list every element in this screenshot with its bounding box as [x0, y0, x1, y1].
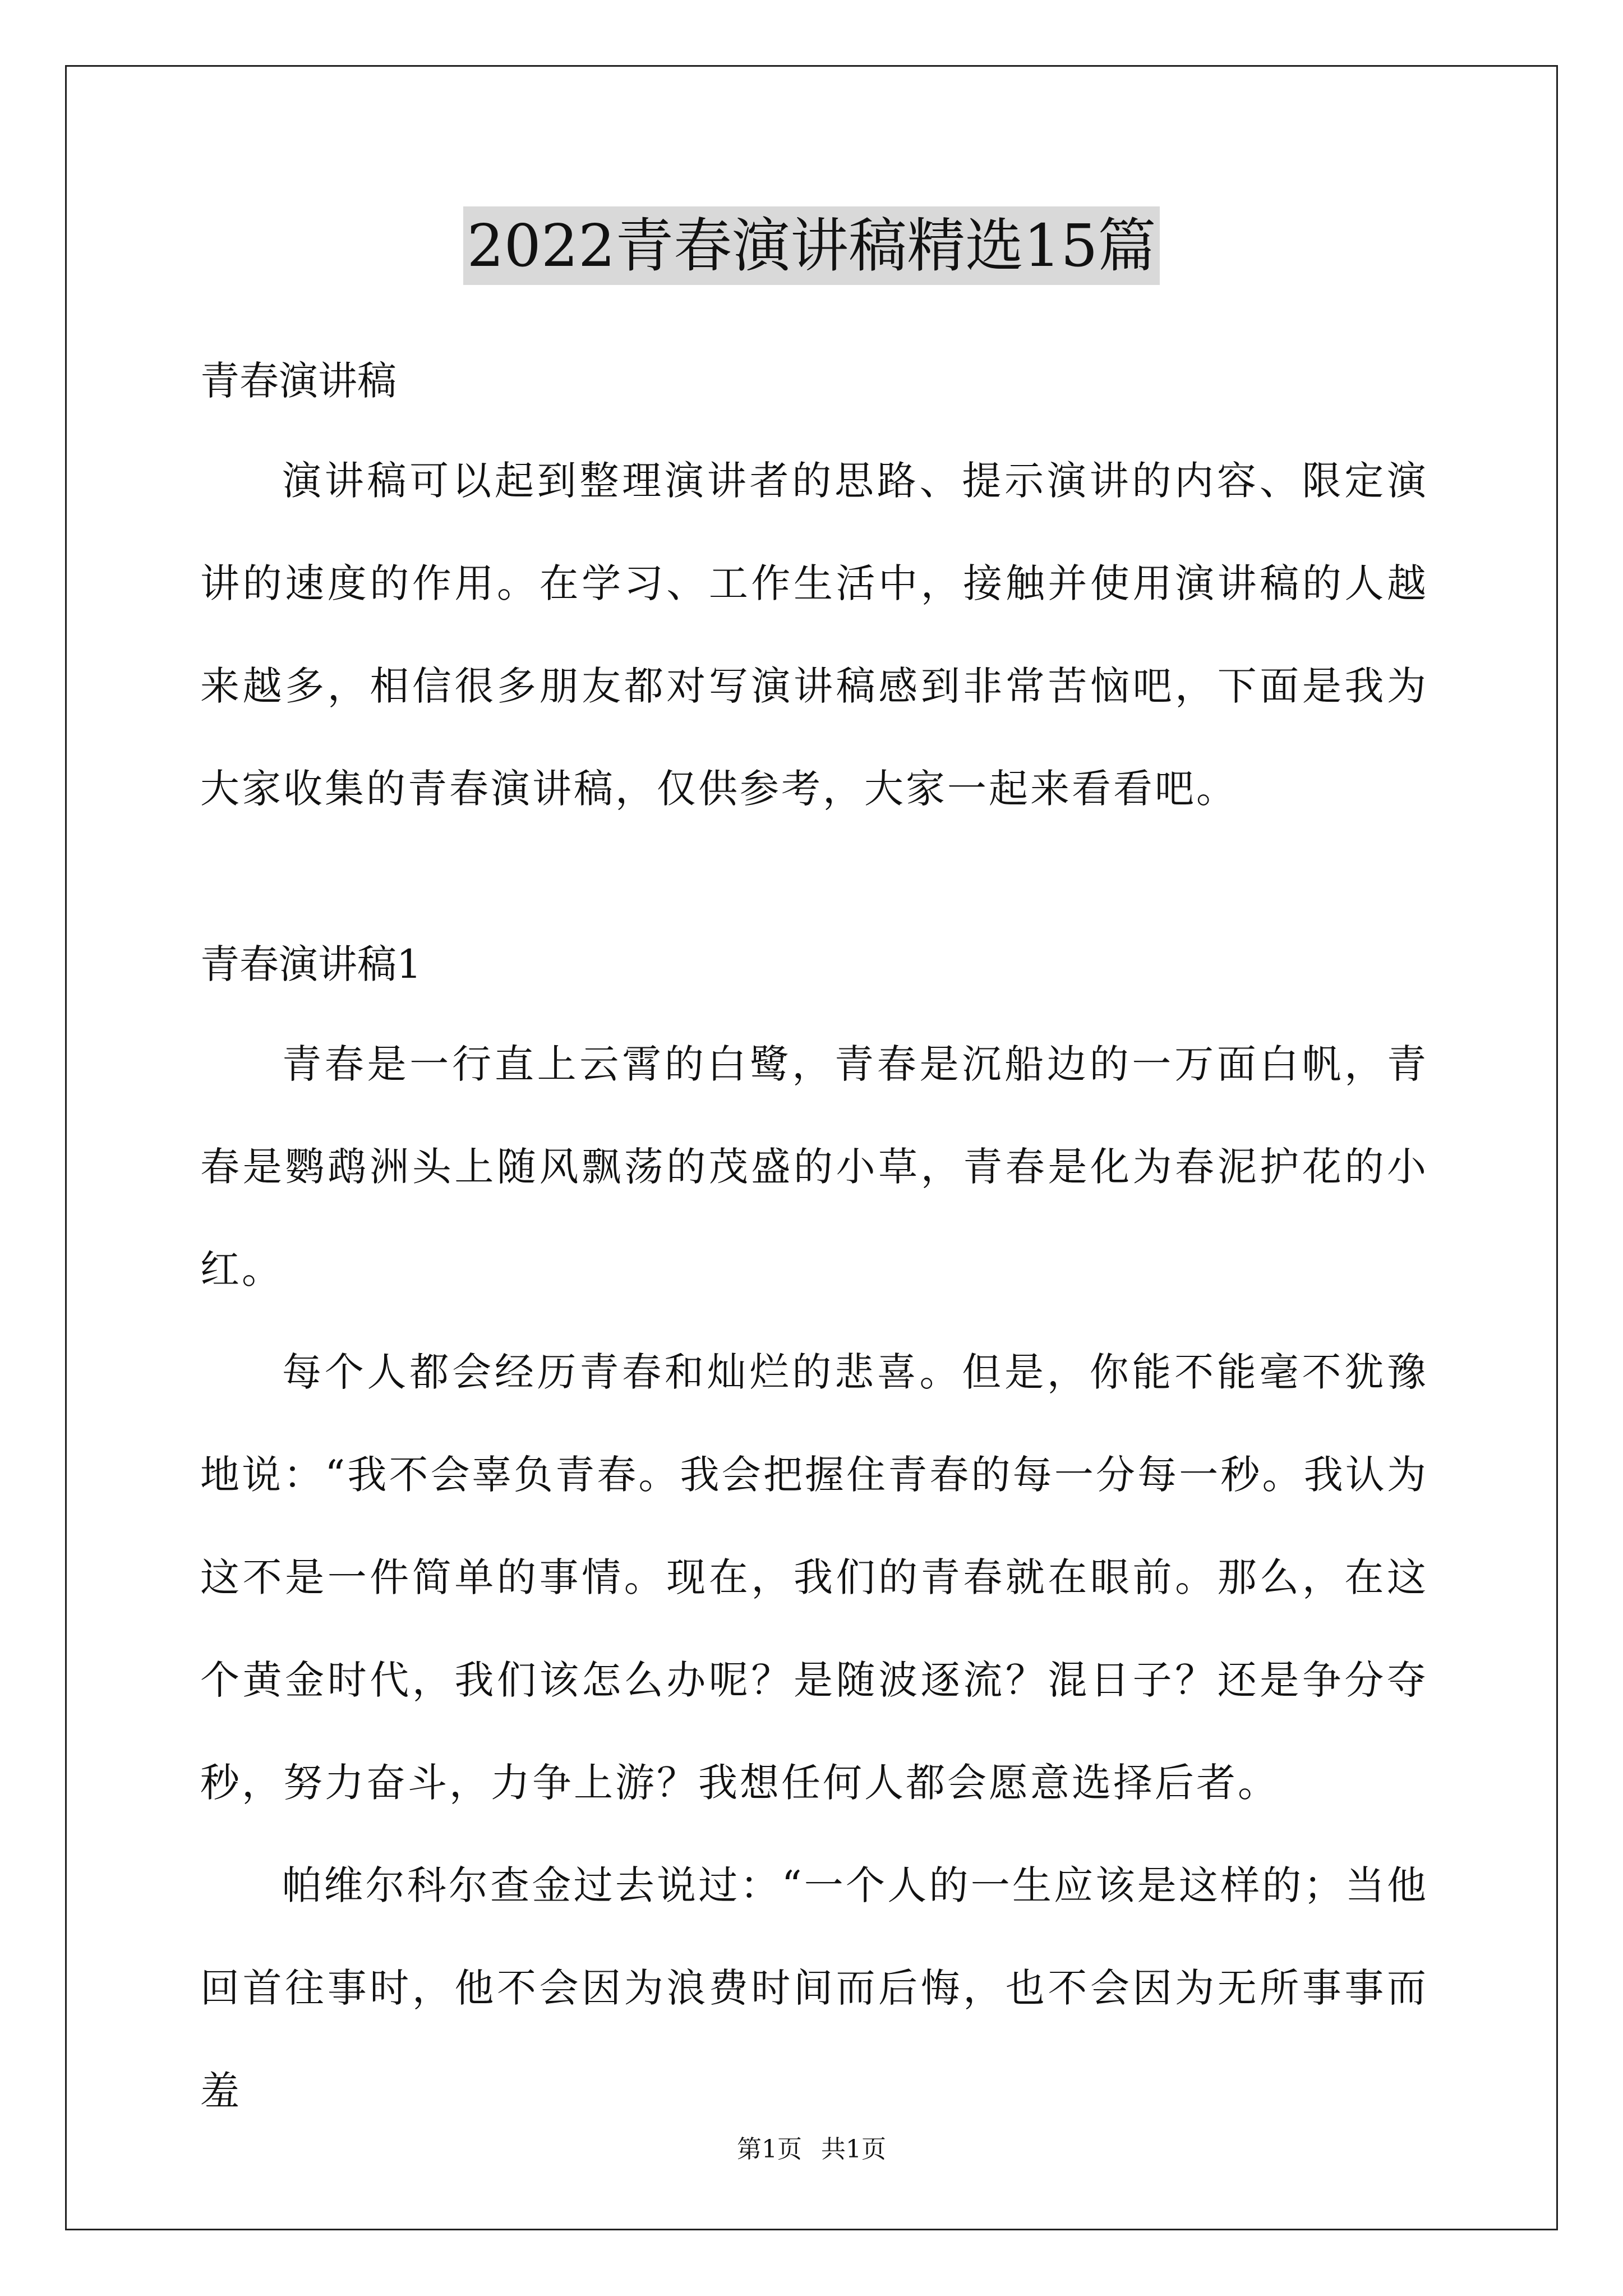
- document-title: 2022青春演讲稿精选15篇: [463, 206, 1159, 285]
- page-total: 共1页: [821, 2135, 886, 2164]
- page-number: 第1页: [737, 2135, 802, 2164]
- body-paragraph: 帕维尔科尔查金过去说过：“一个人的一生应该是这样的；当他回首往事时，他不会因为浪费时间而后悔，也不会因为无所事事而羞: [200, 1862, 1428, 2114]
- document-body: [200, 341, 1428, 2142]
- body-paragraph: 演讲稿可以起到整理演讲者的思路、提示演讲的内容、限定演讲的速度的作用。在学习、工作生活中，接触并使用演讲稿的人越来越多，相信很多朋友都对写演讲稿感到非常苦恼吧，下面是我为大家收集的青春演讲稿，仅供参考，大家一起来看看吧。: [200, 458, 1428, 812]
- body-paragraph: 每个人都会经历青春和灿烂的悲喜。但是，你能不能毫不犹豫地说：“我不会辜负青春。我会把握住青春的每一分每一秒。我认为这不是一件简单的事情。现在，我们的青春就在眼前。那么，在这个黄金时代，我们该怎么办呢？是随波逐流？混日子？还是争分夺秒，努力奋斗，力争上游？我想任何人都会愿意选择后者。: [200, 1349, 1428, 1806]
- spacer: [200, 421, 1428, 430]
- section-heading: 青春演讲稿1: [200, 941, 422, 987]
- spacer: [200, 1004, 1428, 1013]
- page-footer: [0, 2133, 1623, 2166]
- title-container: [0, 206, 1623, 285]
- spacer: [200, 840, 1428, 924]
- section-heading: 青春演讲稿: [200, 358, 396, 404]
- body-paragraph: 青春是一行直上云霄的白鹭，青春是沉船边的一万面白帆，青春是鹦鹉洲头上随风飘荡的茂盛的小草，青春是化为春泥护花的小红。: [200, 1041, 1428, 1292]
